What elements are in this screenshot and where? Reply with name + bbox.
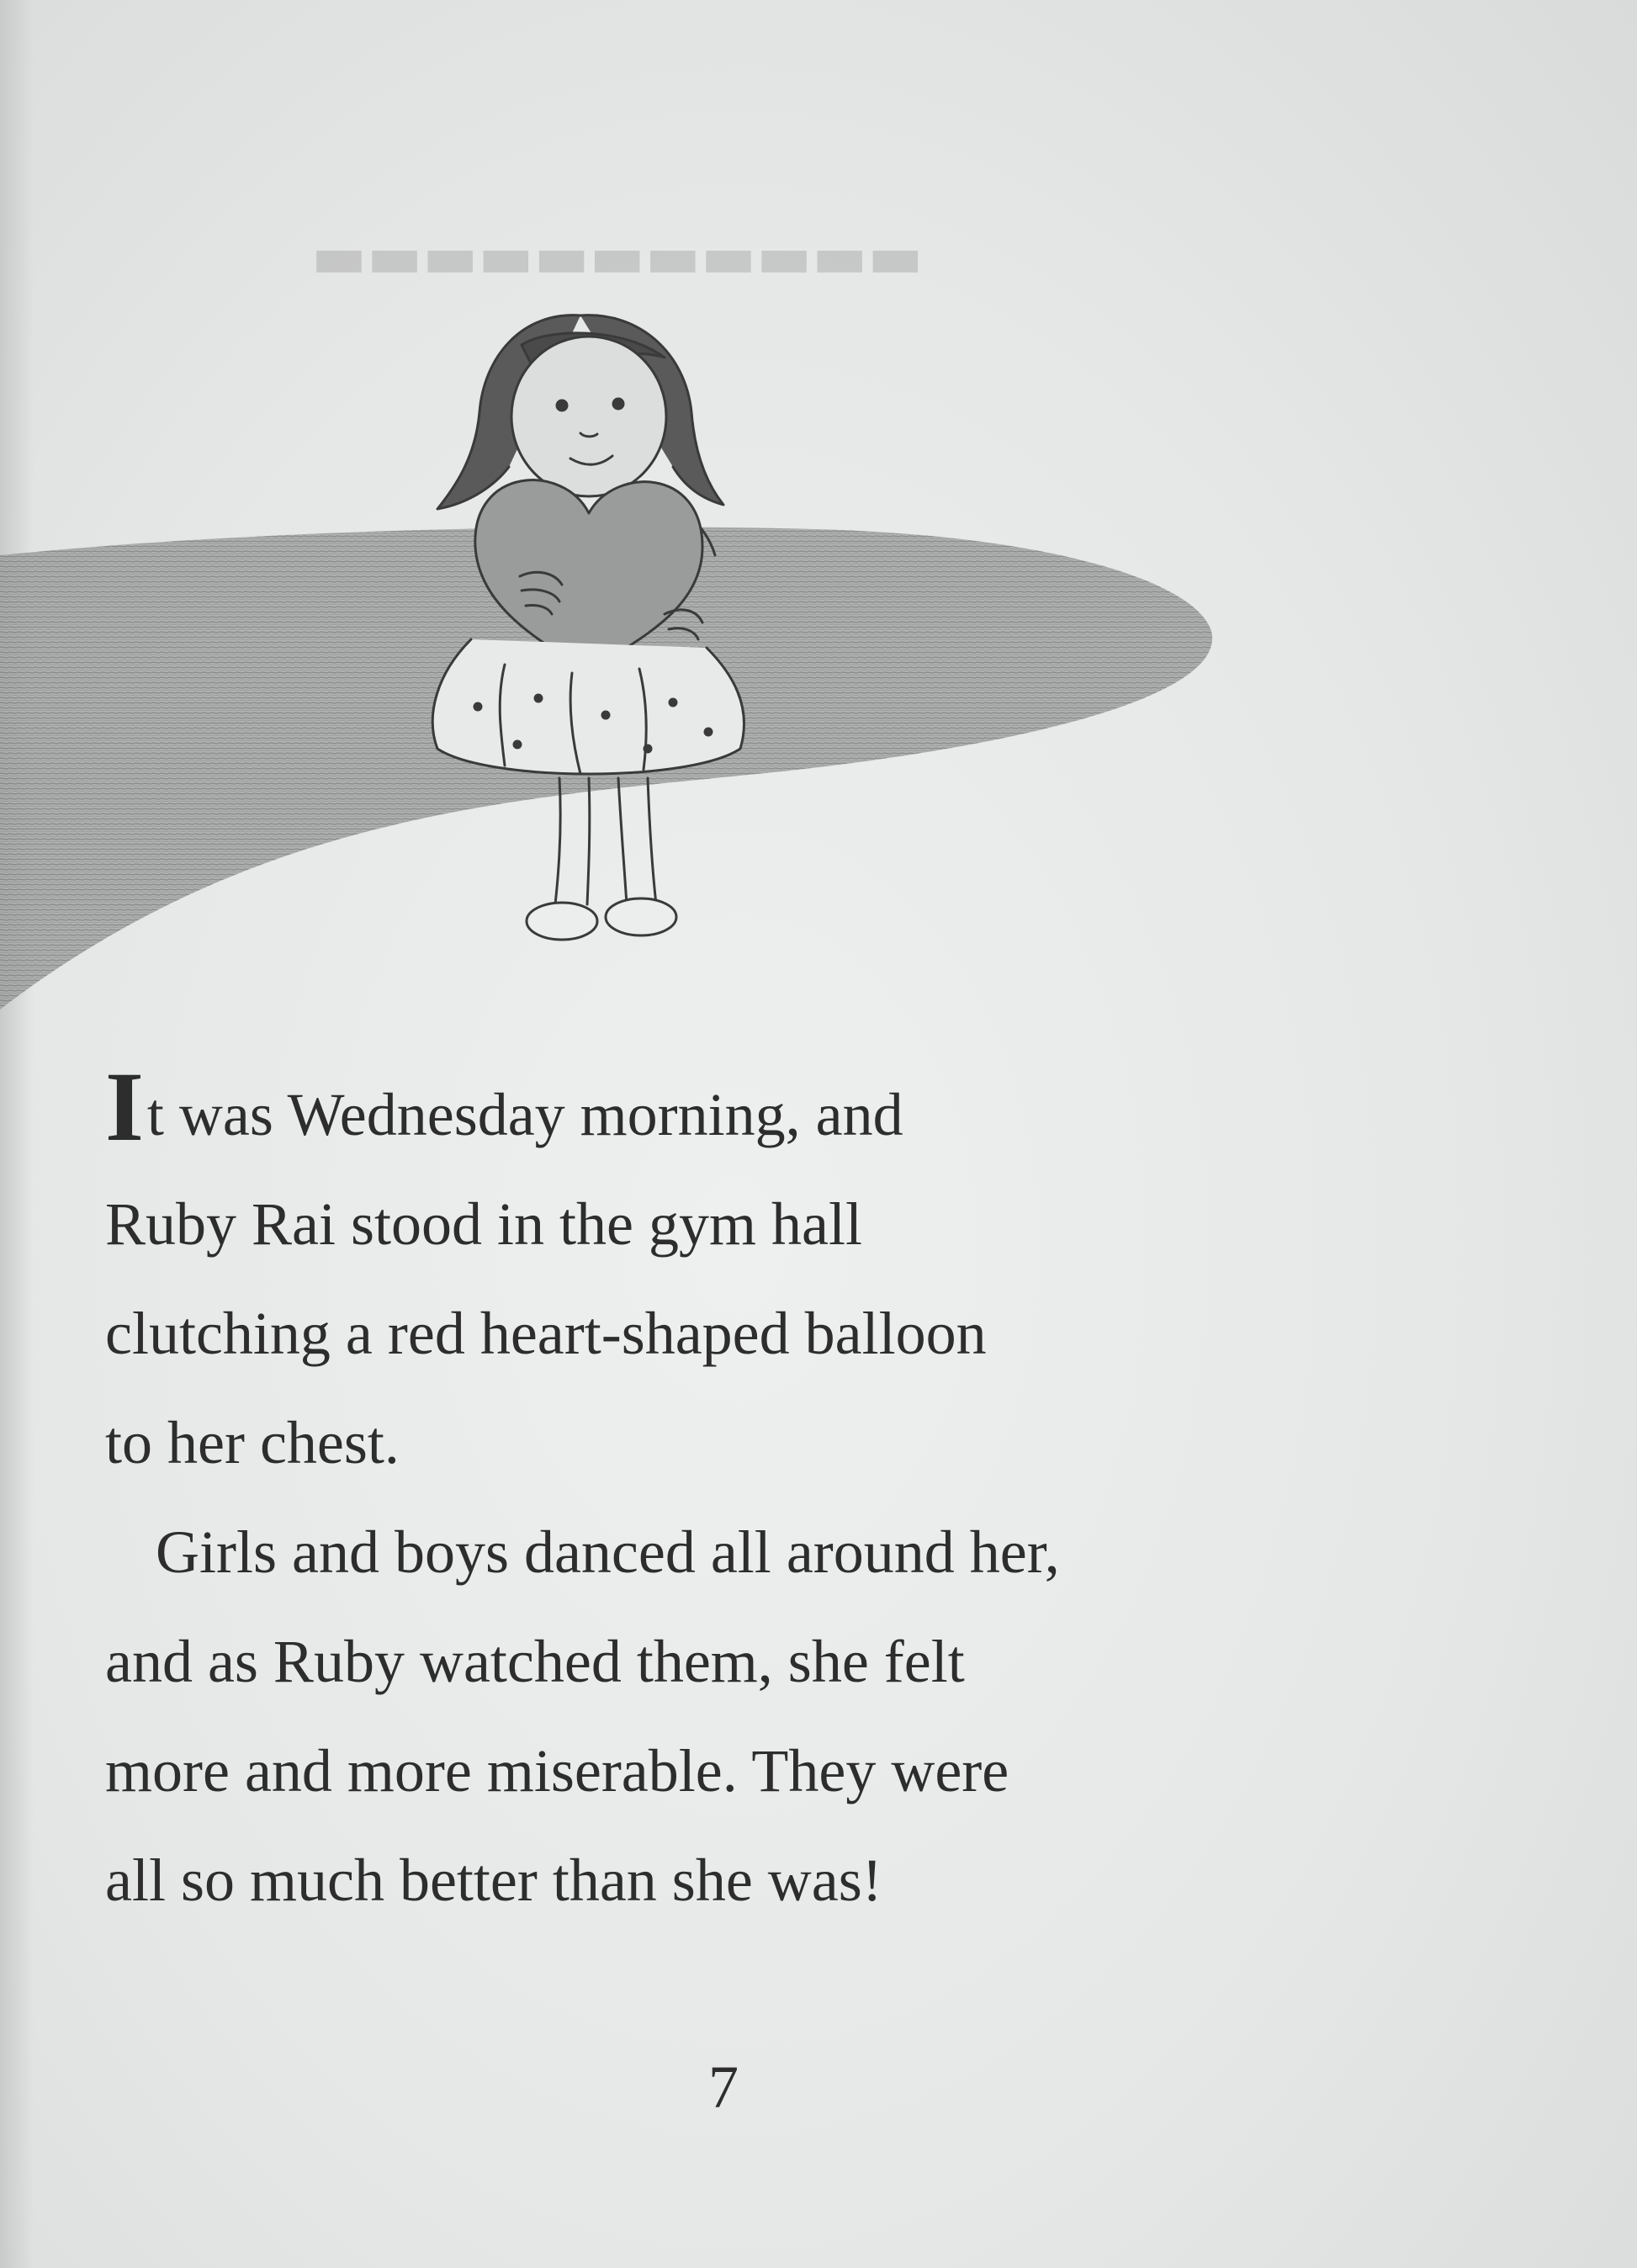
show-through-text: ▬▬▬▬▬▬▬▬▬▬▬ bbox=[311, 222, 924, 291]
page-number: 7 bbox=[708, 2053, 739, 2121]
text-line: clutching a red heart-shaped balloon bbox=[105, 1300, 987, 1367]
text-line: Girls and boys danced all around her, bbox=[156, 1518, 1060, 1586]
drop-cap: I bbox=[105, 1052, 144, 1162]
paragraph-1 bbox=[105, 1052, 1417, 1497]
text-line: and as Ruby watched them, she felt bbox=[105, 1628, 965, 1695]
story-text bbox=[105, 1052, 1417, 1935]
text-line: all so much better than she was! bbox=[105, 1847, 882, 1914]
text-line: Ruby Rai stood in the gym hall bbox=[105, 1190, 862, 1258]
text-line: more and more miserable. They were bbox=[105, 1737, 1009, 1804]
illustration bbox=[0, 278, 1637, 1026]
text-line: It was Wednesday morning, and bbox=[105, 1052, 903, 1162]
text-line: to her chest. bbox=[105, 1409, 400, 1476]
paragraph-2 bbox=[105, 1497, 1417, 1935]
